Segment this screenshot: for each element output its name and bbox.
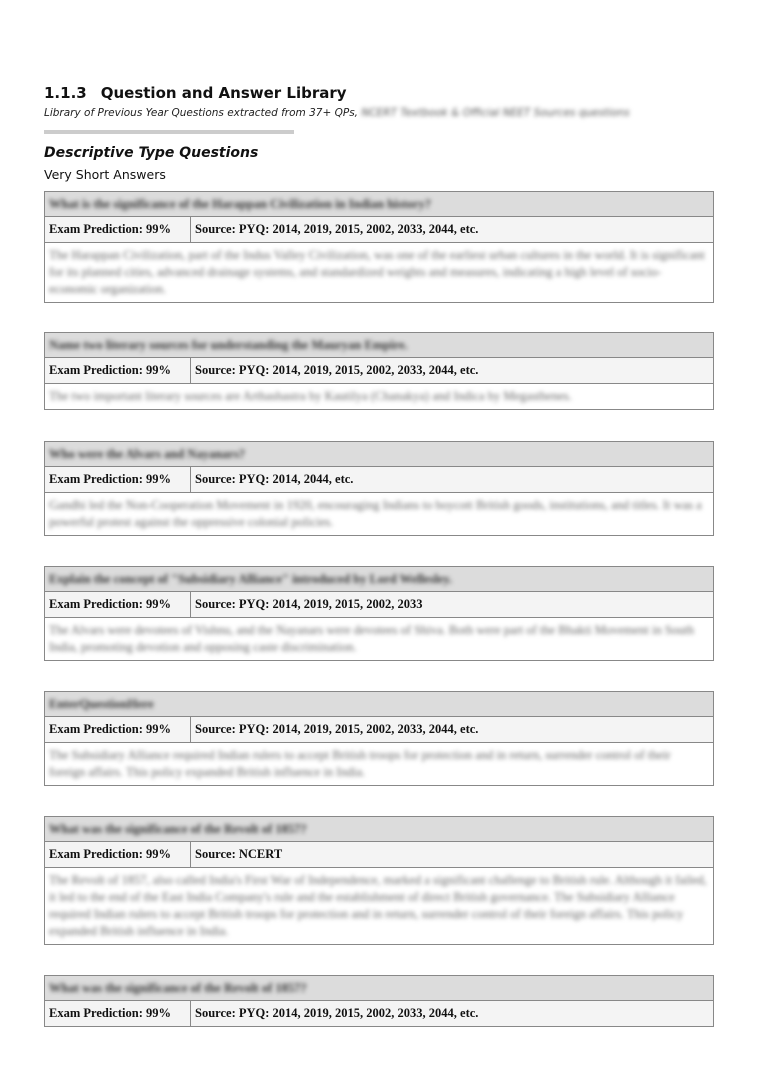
exam-prediction: Exam Prediction: 99% <box>45 358 191 384</box>
answer-row <box>45 243 714 303</box>
meta-row <box>45 217 714 243</box>
exam-prediction: Exam Prediction: 99% <box>45 1001 191 1027</box>
answer-row <box>45 868 714 945</box>
answer-text: The Revolt of 1857, also called India's First War of Independence, marked a significant challenge to British rule. Although it failed, it led to the end of the East India Company's rule and the establishment of direct British governance. The Subsidiary Alliance required Indian rulers to accept British troops for protection and in return, surrender control of their foreign affairs. This policy expanded British influence in India. <box>49 873 707 938</box>
exam-prediction: Exam Prediction: 99% <box>45 467 191 493</box>
subtitle-text: Library of Previous Year Questions extracted from 37+ QPs, <box>44 107 359 119</box>
meta-row <box>45 358 714 384</box>
subtitle-blurred-text: NCERT Textbook & Official NEET Sources questions <box>361 107 630 119</box>
source: Source: PYQ: 2014, 2044, etc. <box>191 467 714 493</box>
question-text: Who were the Alvars and Nayanars? <box>49 446 245 461</box>
qa-card <box>44 816 714 945</box>
source: Source: PYQ: 2014, 2019, 2015, 2002, 2033, 2044, etc. <box>191 1001 714 1027</box>
answer-text: The Harappan Civilization, part of the Indus Valley Civilization, was one of the earliest urban cultures in the world. It is significant for its planned cities, advanced drainage systems, and standardized weights and measures, indicating a high level of socio-economic organization. <box>49 248 705 296</box>
qa-card <box>44 191 714 303</box>
question-row <box>45 817 714 842</box>
source: Source: PYQ: 2014, 2019, 2015, 2002, 2033 <box>191 592 714 618</box>
source: Source: PYQ: 2014, 2019, 2015, 2002, 2033, 2044, etc. <box>191 217 714 243</box>
section-heading <box>44 84 347 102</box>
section-subtitle <box>44 107 630 119</box>
answer-text: The two important literary sources are Arthashastra by Kautilya (Chanakya) and Indica by Megasthenes. <box>49 389 572 403</box>
answer-row <box>45 493 714 536</box>
source: Source: NCERT <box>191 842 714 868</box>
exam-prediction: Exam Prediction: 99% <box>45 717 191 743</box>
section-number: 1.1.3 <box>44 84 87 102</box>
section-title: Question and Answer Library <box>100 84 347 102</box>
question-text: What was the significance of the Revolt of 1857? <box>49 821 307 836</box>
qa-card <box>44 441 714 536</box>
exam-prediction: Exam Prediction: 99% <box>45 842 191 868</box>
question-text: EnterQuestionHere <box>49 696 154 711</box>
category-title: Descriptive Type Questions <box>44 145 259 161</box>
qa-card <box>44 566 714 661</box>
answer-row <box>45 384 714 410</box>
source: Source: PYQ: 2014, 2019, 2015, 2002, 2033, 2044, etc. <box>191 358 714 384</box>
qa-card <box>44 691 714 786</box>
answer-row <box>45 743 714 786</box>
meta-row <box>45 592 714 618</box>
meta-row <box>45 1001 714 1027</box>
source: Source: PYQ: 2014, 2019, 2015, 2002, 2033, 2044, etc. <box>191 717 714 743</box>
answer-text: The Alvars were devotees of Vishnu, and the Nayanars were devotees of Shiva. Both were part of the Bhakti Movement in South India, promoting devotion and opposing caste discrimination. <box>49 623 695 654</box>
question-row <box>45 567 714 592</box>
answer-text: Gandhi led the Non-Cooperation Movement in 1920, encouraging Indians to boycott British goods, institutions, and titles. It was a powerful protest against the oppressive colonial policies. <box>49 498 702 529</box>
divider <box>44 130 294 134</box>
question-row <box>45 976 714 1001</box>
question-row <box>45 442 714 467</box>
meta-row <box>45 467 714 493</box>
question-text: Explain the concept of "Subsidiary Alliance" introduced by Lord Wellesley. <box>49 571 453 586</box>
meta-row <box>45 842 714 868</box>
exam-prediction: Exam Prediction: 99% <box>45 592 191 618</box>
qa-card <box>44 975 714 1027</box>
qa-card <box>44 332 714 410</box>
meta-row <box>45 717 714 743</box>
question-text: What is the significance of the Harappan Civilization in Indian history? <box>49 196 431 211</box>
answer-row <box>45 618 714 661</box>
exam-prediction: Exam Prediction: 99% <box>45 217 191 243</box>
answer-text: The Subsidiary Alliance required Indian rulers to accept British troops for protection and in return, surrender control of their foreign affairs. This policy expanded British influence in India. <box>49 748 671 779</box>
question-row <box>45 333 714 358</box>
question-row <box>45 692 714 717</box>
question-row <box>45 192 714 217</box>
question-text: What was the significance of the Revolt of 1857? <box>49 980 307 995</box>
category-subtitle: Very Short Answers <box>44 167 166 182</box>
question-text: Name two literary sources for understanding the Mauryan Empire. <box>49 337 408 352</box>
